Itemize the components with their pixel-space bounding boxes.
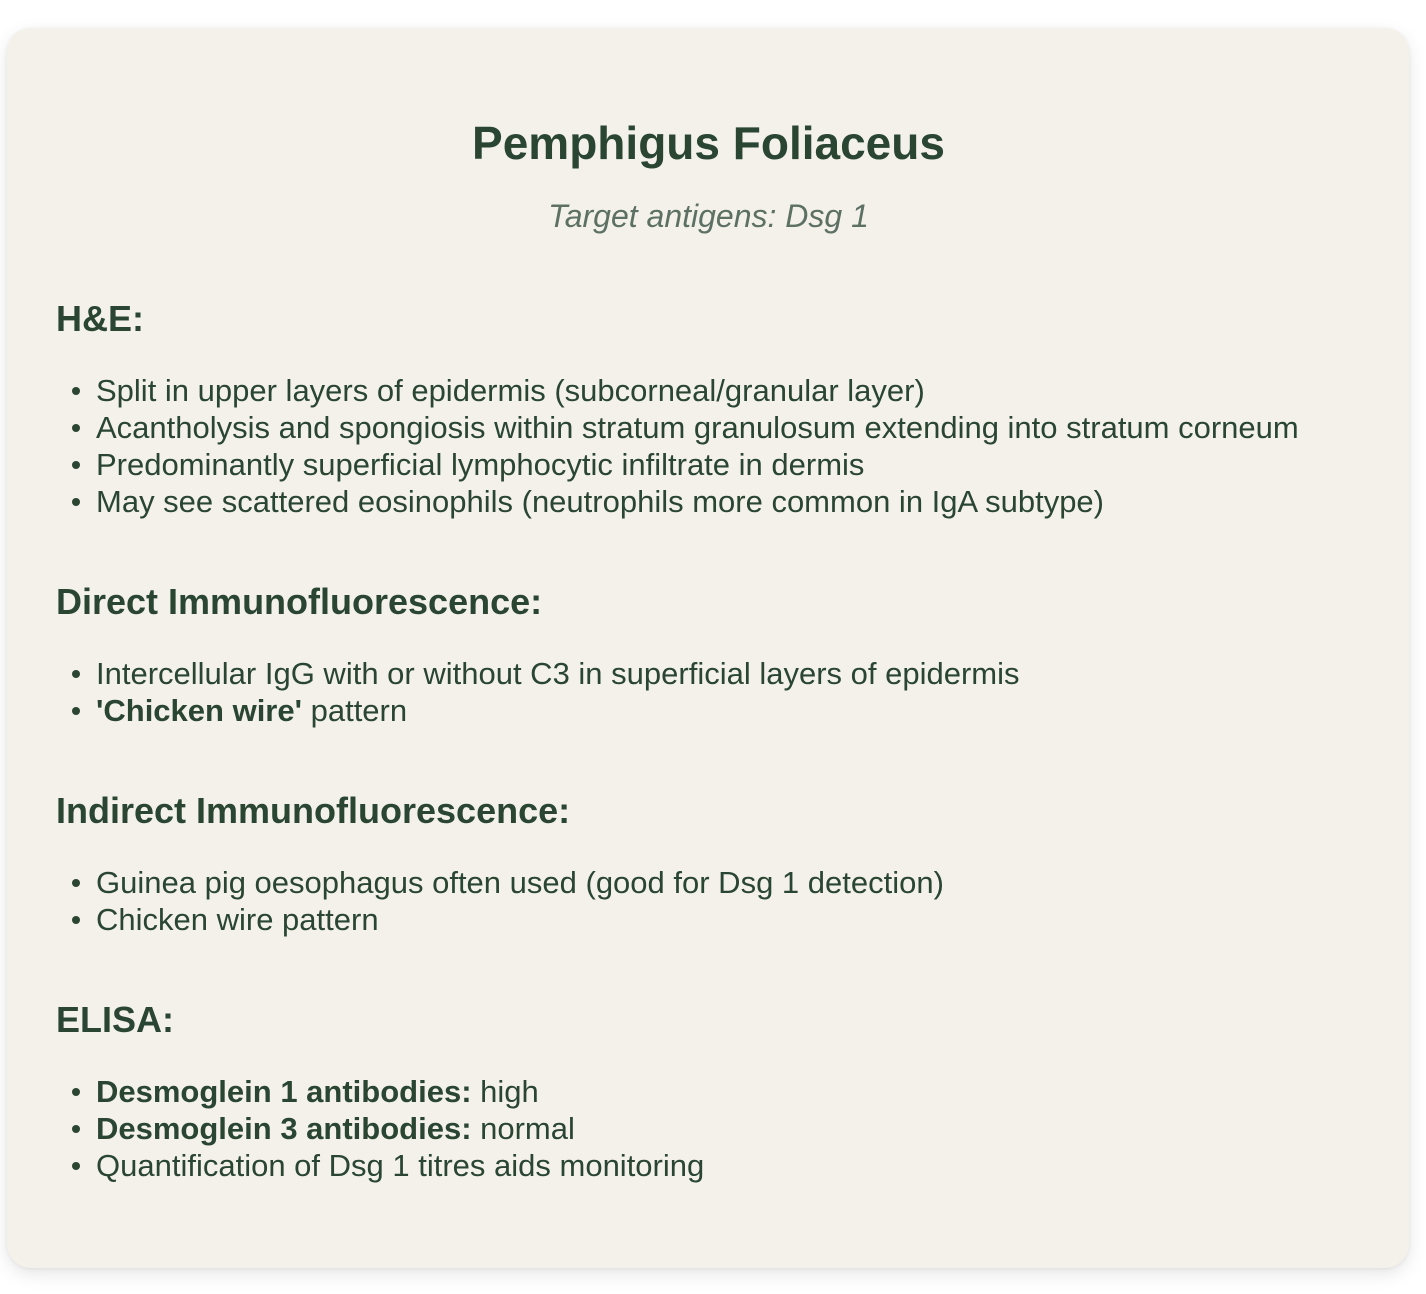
bullet-list-elisa: [56, 1073, 1361, 1184]
bullet-dot-icon: [72, 879, 80, 887]
item-text: Split in upper layers of epidermis (subcorneal/granular layer): [96, 373, 925, 408]
bullet-dot-icon: [72, 916, 80, 924]
section-heading-elisa: ELISA:: [56, 999, 175, 1040]
bullet-dot-icon: [72, 1125, 80, 1133]
item-text: Acantholysis and spongiosis within stratum granulosum extending into stratum corneum: [96, 410, 1299, 445]
bullet-dot-icon: [72, 424, 80, 432]
list-item: [56, 483, 1361, 520]
bullet-list-he: [56, 372, 1361, 520]
bullet-dot-icon: [72, 707, 80, 715]
bullet-dot-icon: [72, 498, 80, 506]
item-bold-text: Desmoglein 1 antibodies:: [96, 1074, 472, 1109]
item-text: Predominantly superficial lymphocytic infiltrate in dermis: [96, 447, 865, 482]
item-text: high: [471, 1074, 539, 1109]
bullet-dot-icon: [72, 670, 80, 678]
item-text: normal: [471, 1111, 575, 1146]
list-item: [56, 372, 1361, 409]
bullet-list-indirect-if: [56, 864, 1361, 938]
item-text: May see scattered eosinophils (neutrophils more common in IgA subtype): [96, 484, 1104, 519]
list-item: [56, 692, 1361, 729]
list-item: [56, 409, 1361, 446]
item-text: Intercellular IgG with or without C3 in superficial layers of epidermis: [96, 656, 1020, 691]
section-heading-he: H&E:: [56, 298, 144, 339]
bullet-dot-icon: [72, 387, 80, 395]
bullet-list-direct-if: [56, 655, 1361, 729]
subtitle: Target antigens: Dsg 1: [548, 198, 869, 234]
list-item: [56, 655, 1361, 692]
bullet-dot-icon: [72, 1088, 80, 1096]
list-item: [56, 1147, 1361, 1184]
page-title: Pemphigus Foliaceus: [472, 117, 945, 169]
bullet-dot-icon: [72, 461, 80, 469]
bullet-dot-icon: [72, 1162, 80, 1170]
section-heading-direct-if: Direct Immunofluorescence:: [56, 581, 543, 622]
list-item: [56, 864, 1361, 901]
section-heading-indirect-if: Indirect Immunofluorescence:: [56, 790, 571, 831]
list-item: [56, 1073, 1361, 1110]
item-text: Guinea pig oesophagus often used (good for Dsg 1 detection): [96, 865, 944, 900]
list-item: [56, 901, 1361, 938]
item-text: Quantification of Dsg 1 titres aids monitoring: [96, 1148, 705, 1183]
list-item: [56, 1110, 1361, 1147]
item-bold-text: 'Chicken wire': [96, 693, 302, 728]
content-card: [7, 28, 1409, 1268]
item-bold-text: Desmoglein 3 antibodies:: [96, 1111, 472, 1146]
item-text: pattern: [301, 693, 408, 728]
list-item: [56, 446, 1361, 483]
item-text: Chicken wire pattern: [96, 902, 379, 937]
